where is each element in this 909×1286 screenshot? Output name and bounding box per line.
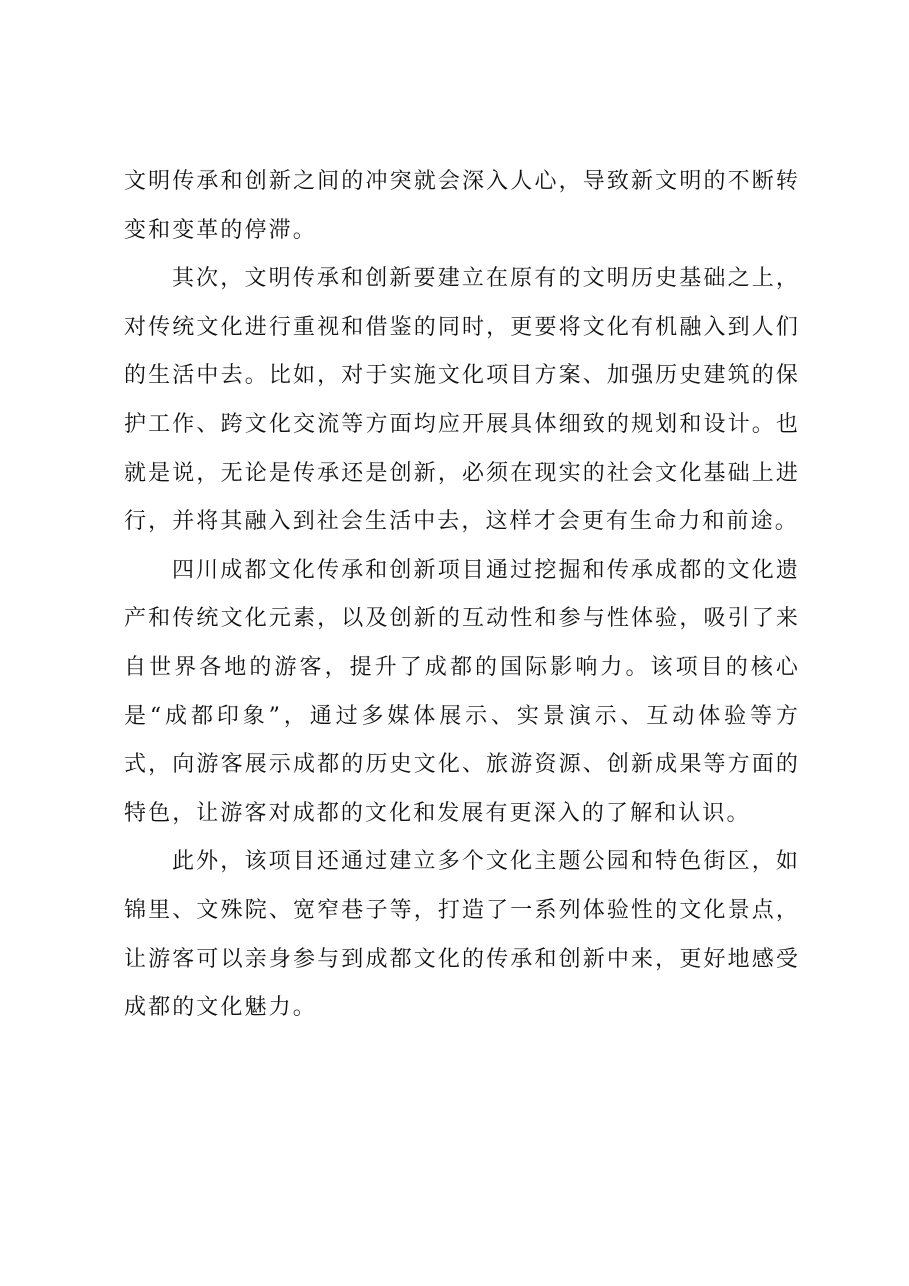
- paragraph-cultural-parks: 此外，该项目还通过建立多个文化主题公园和特色街区，如锦里、文殊院、宽窄巷子等，打造了一系列体验性的文化景点，让游客可以亲身参与到成都文化的传承和创新中来，更好地感受成都的文化魅力。: [124, 849, 800, 1021]
- paragraph-chengdu-project: 四川成都文化传承和创新项目通过挖掘和传承成都的文化遗产和传统文化元素，以及创新的互动性和参与性体验，吸引了来自世界各地的游客，提升了成都的国际影响力。该项目的核心是“成都印象”，通过多媒体展示、实景演示、互动体验等方式，向游客展示成都的历史文化、旅游资源、创新成果等方面的特色，让游客对成都的文化和发展有更深入的了解和认识。: [124, 557, 800, 826]
- paragraph-inheritance-innovation: 其次，文明传承和创新要建立在原有的文明历史基础之上，对传统文化进行重视和借鉴的同时，更要将文化有机融入到人们的生活中去。比如，对于实施文化项目方案、加强历史建筑的保护工作、跨文化交流等方面均应开展具体细致的规划和设计。也就是说，无论是传承还是创新，必须在现实的社会文化基础上进行，并将其融入到社会生活中去，这样才会更有生命力和前途。: [124, 266, 800, 535]
- document-body: [124, 158, 800, 1033]
- paragraph-continuation: 文明传承和创新之间的冲突就会深入人心，导致新文明的不断转变和变革的停滞。: [124, 169, 800, 243]
